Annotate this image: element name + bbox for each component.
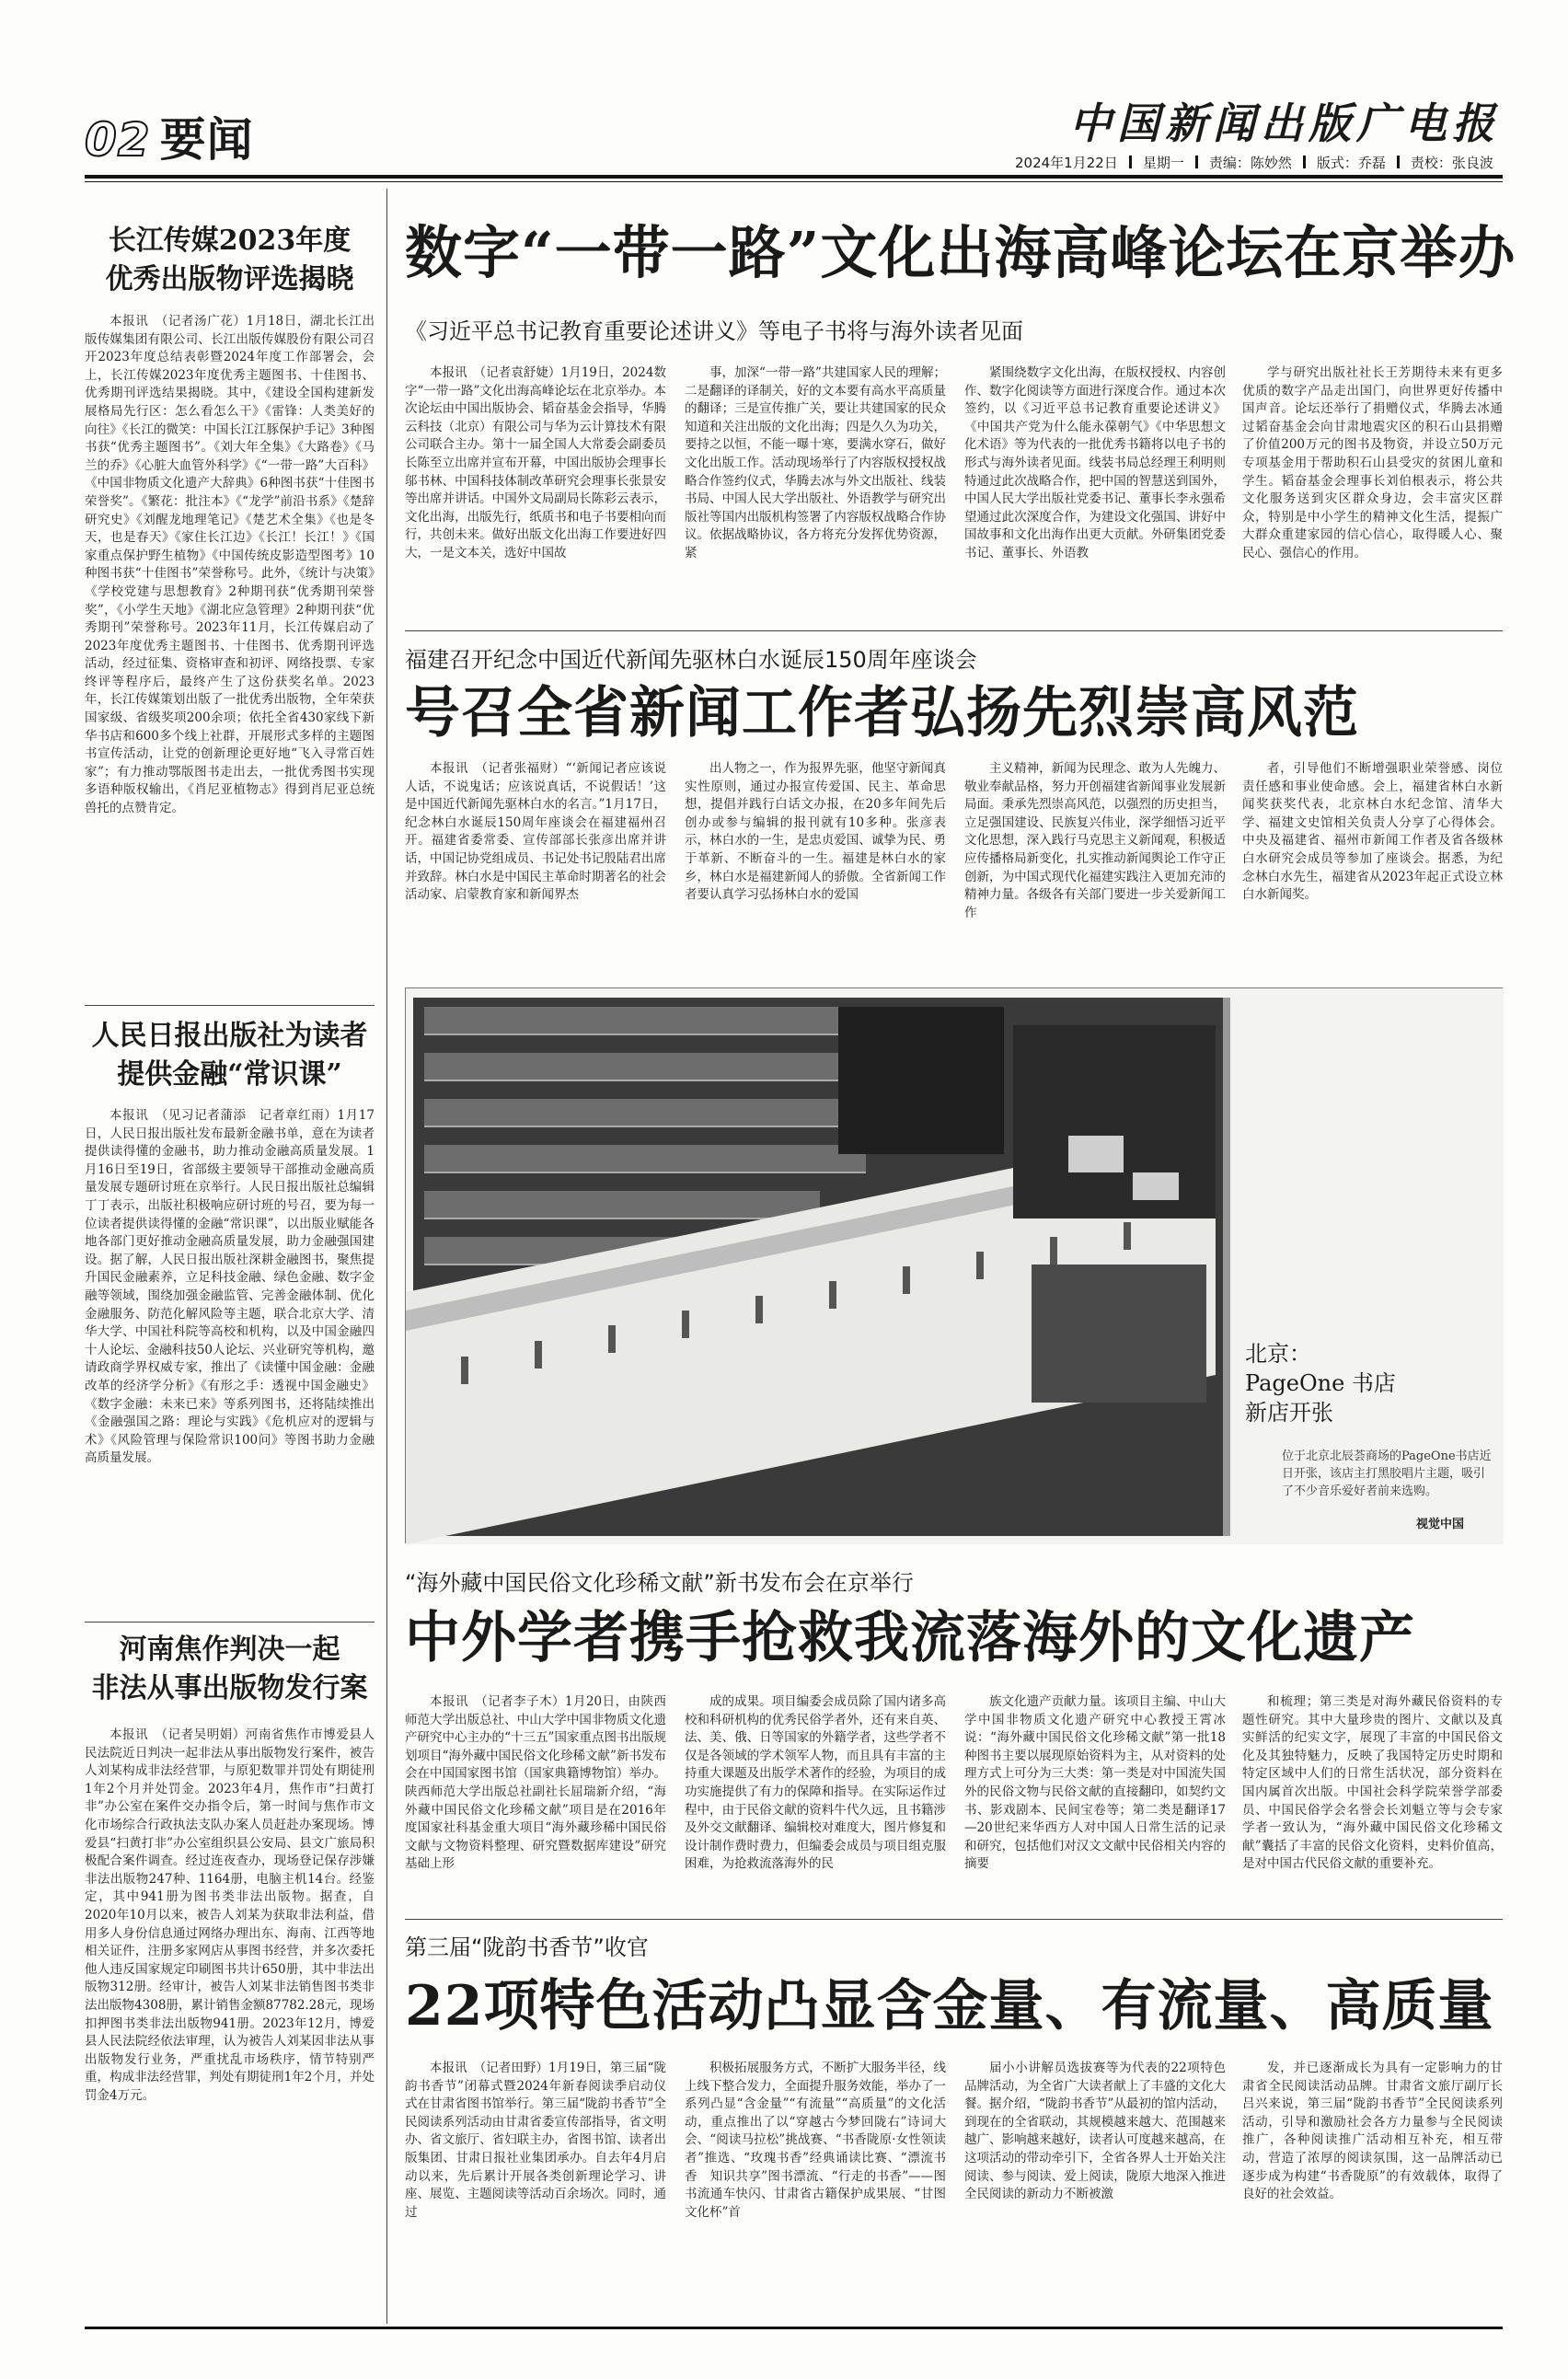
newspaper-masthead: 中国新闻出版广电报 — [1069, 98, 1500, 148]
article-3-col-4: 和梳理；第三类是对海外藏民俗资料的专题性研究。其中大量珍贵的图片、文献以及真实鲜活的纪实文字，展现了丰富的中国民俗文化及其独特魅力，反映了我国特定历史时期和特定区域中人们的日常生活状况，部分资料在国内属首次出版。中国社会科学院荣誉学部委员、中国民俗学会名誉会长刘魁立等与会专家学者一致认为，“海外藏中国民俗文化珍稀文献”囊括了丰富的民俗文化资料，史料价值高，是对中国古代民俗文献的重要补充。 — [1242, 1694, 1503, 1872]
article-2-col-3: 主义精神，新闻为民理念、敢为人先魄力、敬业奉献品格，努力开创福建省新闻事业发展新局面。秉承先烈崇高风范，以强烈的历史担当，立足强国建设、民族复兴伟业，深学细悟习近平文化思想，深入践行马克思主义新闻观，积极适应传播格局新变化，扎实推动新闻舆论工作守正创新，为中国式现代化福建实践注入更加充沛的精神力量。各级各有关部门要进一步关爱新闻工作 — [964, 761, 1226, 920]
article-2-col-4: 者，引导他们不断增强职业荣誉感、岗位责任感和事业使命感。会上，福建省林白水新闻奖获奖代表，北京林白水纪念馆、清华大学、福建文史馆相关负责人分享了心得体会。中央及福建省、福州市新闻工作者及省各级林白水研究会成员等参加了座谈会。据悉，为纪念林白水先生，福建省从2023年起正式设立林白水新闻奖。 — [1242, 761, 1503, 903]
photo-caption-text: 位于北京北辰荟商场的PageOne书店近日开张，该店主打黑胶唱片主题，吸引了不少音乐爱好者前来选购。 — [1282, 1449, 1492, 1498]
photo-caption-title: 北京： PageOne 书店 新店开张 — [1245, 1341, 1396, 1426]
article-1-headline: 数字“一带一路”文化出海高峰论坛在京举办 — [405, 219, 1516, 286]
issue-meta — [1015, 153, 1503, 172]
article-3-kicker: “海外藏中国民俗文化珍稀文献”新书发布会在京举行 — [405, 1570, 914, 1596]
article-4-col-3: 届小小讲解员选拔赛等为代表的22项特色品牌活动，为全省广大读者献上了丰盛的文化大餐。据介绍，“陇韵书香节”从最初的馆内活动，到现在的全省联动，其规模越来越大、范围越来越广、影响越来越好，读者认可度越来越高，在这项活动的带动牵引下，全省各界人士开始关注阅读、参与阅读、爱上阅读，陇原大地深入推进全民阅读的新动力不断被激 — [964, 2061, 1226, 2202]
sidebar-divider — [85, 1622, 375, 1623]
header-rule — [85, 175, 1503, 179]
article-4-headline: 22项特色活动凸显含金量、有流量、高质量 — [405, 1974, 1494, 2038]
article-4-kicker: 第三届“陇韵书香节”收官 — [405, 1934, 649, 1960]
issue-weekday: 星期一 — [1142, 155, 1184, 171]
article-1-subhead: 《习近平总书记教育重要论述讲义》等电子书将与海外读者见面 — [405, 318, 1023, 344]
article-2-headline: 号召全省新闻工作者弘扬先烈崇高风范 — [405, 681, 1359, 745]
article-3-col-2: 成的成果。项目编委会成员除了国内诸多高校和科研机构的优秀民俗学者外，还有来自英、法、美、俄、日等国家的外籍学者，这些学者不仅是各领域的学术领军人物，而且具有丰富的主持重大课题及出版学术著作的经验，为项目的成功实施提供了有力的保障和指导。在实际运作过程中，由于民俗文献的资料牛代久远，且书籍涉及外交文献翻译、编辑校对难度大，图片修复和设计制作费时费力，但编委会成员与项目组克服困难，为抢救流落海外的民 — [685, 1694, 946, 1872]
article-2-col-1: 本报讯 （记者张福财）“‘新闻记者应该说人话，不说鬼话；应该说真话，不说假话！’这是中国近代新闻先驱林白水的名言。”1月17日，纪念林白水诞辰150周年座谈会在福建福州召开。福建省委常委、宣传部部长张彦出席并讲话，中国记协党组成员、书记处书记殷陆君出席并致辞。林白水是中国民主革命时期著名的社会活动家、启蒙教育家和新闻界杰 — [405, 761, 666, 903]
sidebar-article-3-body: 本报讯 （记者吴明娟）河南省焦作市博爱县人民法院近日判决一起非法从事出版物发行案件，被告人刘某构成非法经营罪，与原犯数罪并罚处有期徒刑1年2个月并处罚金。2023年4月，焦作市“扫黄打非”办公室在案件交办指令后，第一时间与焦作市文化市场综合行政执法支队办案人员赶赴办案现场。博爱县“扫黄打非”办公室组织县公安局、县文广旅局积极配合案件调查。经过连夜查办，现场登记保存涉嫌非法出版物247种、1164册，电脑主机14台。经鉴定，其中941册为图书类非法出版物。据查，自2020年10月以来，被告人刘某为获取非法利益，借用多人身份信息通过网络办理出东、海南、江西等地相关证件，注册多家网店从事图书经营，并多次委托他人违反国家规定印刷图书共计650册，其中非法出版物312册。经审计，被告人刘某非法销售图书类非法出版物4308册，累计销售金额87782.28元，现场扣押图书类非法出版物941册。2023年12月，博爱县人民法院经依法审理，认为被告人刘某因非法从事出版物发行业务，严重扰乱市场秩序，情节特别严重，构成非法经营罪，判处有期徒刑1年2个月，并处罚金4万元。 — [85, 1727, 375, 2103]
photo-credit: 视觉中国 — [1416, 1518, 1465, 1531]
article-1-col-4: 学与研究出版社社长王芳期待未来有更多优质的数字产品走出国门，向世界更好传播中国声音。论坛还举行了捐赠仪式，华腾去冰通过韬奋基金会向甘肃地震灾区的积石山县捐赠了价值200万元的图书及物资，并设立50万元专项基金用于帮助积石山县受灾的贫困儿童和学生。韬奋基金会理事长刘伯根表示，将公共文化服务送到灾区群众身边，会丰富灾区群众，特别是中小学生的精神文化生活，提振广大群众重建家园的信心信心，取得暖人心、聚民心、强信心的作用。 — [1242, 365, 1503, 560]
article-4-col-4: 发，并已逐渐成长为具有一定影响力的甘肃省全民阅读活动品牌。甘肃省文旅厅副厅长吕兴来说，第三届“陇韵书香节”全民阅读系列活动，引导和激励社会各方力量参与全民阅读推广，各种阅读推广活动相互补充，相互带动，营造了浓厚的阅读氛围，这一品牌活动已逐步成为构建“书香陇原”的有效载体，取得了良好的社会效益。 — [1242, 2061, 1503, 2202]
section-name: 要闻 — [159, 113, 254, 167]
section-divider — [405, 1919, 1503, 1920]
issue-date: 2024年1月22日 — [1015, 155, 1118, 171]
column-divider — [386, 189, 387, 2324]
article-2-col-2: 出人物之一，作为报界先驱，他坚守新闻真实性原则，通过办报宣传爱国、民主、革命思想，提倡并践行白话文办报，在20多年间先后创办或参与编辑的报刊就有10多种。张彦表示，林白水的一生，是忠贞爱国、诚挚为民、勇于革新、不断奋斗的一生。福建是林白水的家乡，林白水是福建新闻人的骄傲。全省新闻工作者要认真学习弘扬林白水的爱国 — [685, 761, 946, 903]
sidebar-divider — [85, 1005, 375, 1006]
article-3-headline: 中外学者携手抢救我流落海外的文化遗产 — [405, 1606, 1415, 1670]
article-1-col-3: 紧围绕数字文化出海，在版权授权、内容创作、数字化阅读等方面进行深度合作。通过本次签约，以《习近平总书记教育重要论述讲义》《中国共产党为什么能永葆朝气》《中华思想文化术语》等为代表的一批优秀书籍将以电子书的形式与海外读者见面。线装书局总经理王利明则特通过此次战略合作，把中国的智慧送到国外，中国人民大学出版社党委书记、董事长李永强希望通过此次深度合作，为建设文化强国、讲好中国故事和文化出海作出更大贡献。外研集团党委书记、董事长、外语教 — [964, 365, 1226, 560]
footer-rule — [85, 2327, 1503, 2329]
sidebar-headline-2: 人民日报出版社为读者 提供金融“常识课” — [91, 1020, 368, 1091]
article-3-col-3: 族文化遗产贡献力量。该项目主编、中山大学中国非物质文化遗产研究中心教授王霄冰说：“海外藏中国民俗文化珍稀文献”第一批18种图书主要以展现原始资料为主，从对资料的处理方式上可分为三大类：第一类是对中国流失国外的民俗文物与民俗文献的直接翻印，如契约文书、影戏剧本、民间宝卷等；第二类是翻译17—20世纪来华西方人对中国人日常生活的记录和研究，包括他们对汉文文献中民俗相关内容的摘要 — [964, 1694, 1226, 1872]
designer-credit: 版式：乔磊 — [1316, 155, 1386, 171]
article-2-kicker: 福建召开纪念中国近代新闻先驱林白水诞辰150周年座谈会 — [405, 647, 977, 673]
page-section-label — [85, 103, 254, 169]
article-4-col-2: 积极拓展服务方式，不断扩大服务半径，线上线下整合发力，全面提升服务效能，举办了一系列凸显“含金量”“有流量”“高质量”的文化活动，重点推出了以“穿越古今梦回陇右”诗词大会、“阅读马拉松”挑战赛、“书香陇原·女性领读者”推选、“玫瑰书香”经典诵读比赛、“漂流书香 知识共享”图书漂流、“行走的书香”——图书流通车快闪、甘肃省古籍保护成果展、“甘图文化杯”首 — [685, 2061, 946, 2220]
article-1-col-1: 本报讯 （记者袁舒婕）1月19日，2024数字“一带一路”文化出海高峰论坛在北京举办。本次论坛由中国出版协会、韬奋基金会指导，华腾云科技（北京）有限公司与华为云计算技术有限公司联合主办。第十一届全国人大常委会副委员长陈至立出席并宣布开幕，中国出版协会理事长邬书林、中国科技体制改革研究会理事长张景安等出席并讲话。中国外文局副局长陈彩云表示，文化出海，出版先行，纸质书和电子书要相向而行，共创未来。做好出版文化出海工作要进好四大，一是文本关，选好中国故 — [405, 365, 666, 560]
proofreader-credit: 责校：张良波 — [1410, 155, 1493, 171]
section-divider — [405, 630, 1503, 631]
article-4-col-1: 本报讯 （记者田野）1月19日，第三届“陇韵书香节”闭幕式暨2024年新春阅读季启动仪式在甘肃省图书馆举行。第三届“陇韵书香节”全民阅读系列活动由甘肃省委宣传部指导，省文明办、省文旅厅、省妇联主办，省图书馆、读者出版集团、甘肃日报社业集团承办。自去年4月启动以来，先后累计开展各类创新理论学习、讲座、展览、主题阅读等活动百余场次。同时，通过 — [405, 2061, 666, 2220]
header-rule-thin — [85, 181, 1503, 182]
article-3-col-1: 本报讯 （记者李子木）1月20日，由陕西师范大学出版总社、中山大学中国非物质文化遗产研究中心主办的“十三五”国家重点图书出版规划项目“海外藏中国民俗文化珍稀文献”新书发布会在中国国家图书馆（国家典籍博物馆）举办。陕西师范大学出版总社副社长屈瑞新介绍，“海外藏中国民俗文化珍稀文献”项目是在2016年度国家社科基金重大项目“海外藏珍稀中国民俗文献与文物资料整理、研究暨数据库建设”研究基础上形 — [405, 1694, 666, 1872]
sidebar-headline-3: 河南焦作判决一起 非法从事出版物发行案 — [91, 1634, 368, 1704]
sidebar-article-2-body: 本报讯 （见习记者蒲添 记者章红雨）1月17日，人民日报出版社发布最新金融书单，意在为读者提供读得懂的金融书，助力推动金融高质量发展。1月16日至19日，省部级主要领导干部推动金融高质量发展专题研讨班在京举行。人民日报出版社总编辑丁丁表示，出版社积极响应研讨班的号召，要为每一位读者提供读得懂的金融“常识课”，以出版业赋能各地各部门更好推动金融高质量发展，助力金融强国建设。据了解，人民日报出版社深耕金融图书，聚焦提升国民金融素养，立足科技金融、绿色金融、数字金融等领域，围绕加强金融监管、完善金融体制、优化金融服务、防范化解风险等主题，联合北京大学、清华大学、中国社科院等高校和机构，以及中国金融四十人论坛、金融科技50人论坛、兴业研究等机构，邀请政商学界权威专家，推出了《读懂中国金融：金融改革的经济学分析》《有形之手：透视中国金融史》《数字金融：未来已来》等系列图书，还将陆续推出《金融强国之路：理论与实践》《危机应对的逻辑与术》《风险管理与保险常识100问》等图书助力金融高质量发展。 — [85, 1108, 375, 1466]
article-1-col-2: 事，加深“一带一路”共建国家人民的理解；二是翻译的译制关，好的文本要有高水平高质量的翻译；三是宣传推广关，要让共建国家的民众知道和关注出版的文化出海；四是久久为功关，要持之以恒，不能一曝十寒，要满水穿石，做好文化出版工作。活动现场举行了内容版权授权战略合作签约仪式，华腾去冰与外文出版社、线装书局、中国人民大学出版社、外语教学与研究出版社等国内出版机构签署了内容版权战略合作协议。依据战略协议，各方将充分发挥优势资源，紧 — [685, 365, 946, 560]
page-number: 02 — [85, 113, 151, 167]
sidebar-headline-1: 长江传媒2023年度 优秀出版物评选揭晓 — [105, 225, 354, 295]
editor-credit: 责编：陈妙然 — [1208, 155, 1292, 171]
sidebar-article-1-body: 本报讯 （记者汤广花）1月18日，湖北长江出版传媒集团有限公司、长江出版传媒股份有限公司召开2023年度总结表彰暨2024年度工作部署会，会上，长江传媒2023年度优秀主题图书、十佳图书、优秀期刊评选结果揭晓。其中，《建设全国构建新发展格局先行区：怎么看怎么干》《雷锋：人类美好的向往》《长江的微笑：中国长江江豚保护手记》3种图书获“优秀主题图书”。《刘大年全集》《大路卷》《马兰的乔》《心脏大血管外科学》《“一带一路”大百科》《中国非物质文化遗产大辞典》6种图书获“十佳图书荣誉奖”。《繁花：批注本》《“龙学”前沿书系》《楚辞研究史》《刘醒龙地理笔记》《楚艺术全集》《也是冬天，也是春天》《家住长江边》《长江！长江！》《国家重点保护野生植物》《中国传统皮影造型图考》10种图书获“十佳图书”荣誉称号。此外，《统计与决策》《学校党建与思想教育》2种期刊获“优秀期刊荣誉奖”，《小学生天地》《湖北应急管理》2种期刊获“优秀期刊”荣誉称号。2023年11月，长江传媒启动了2023年度优秀主题图书、十佳图书、优秀期刊评选活动，经过征集、资格审查和初评、网络投票、专家终评等程序后，最终产生了这份获奖名单。2023年，长江传媒策划出版了一批优秀出版物，全年荣获国家级、省级奖项200余项；依托全省430家线下新华书店和600多个线上社群，开展形式多样的主题图书宣传活动，让党的创新理论更好地“飞入寻常百姓家”；有力推动鄂版图书走出去，一批优秀图书实现多语种版权输出，《肖尼亚植物志》得到肖尼亚总统兽托的点赞肯定。 — [85, 314, 375, 816]
